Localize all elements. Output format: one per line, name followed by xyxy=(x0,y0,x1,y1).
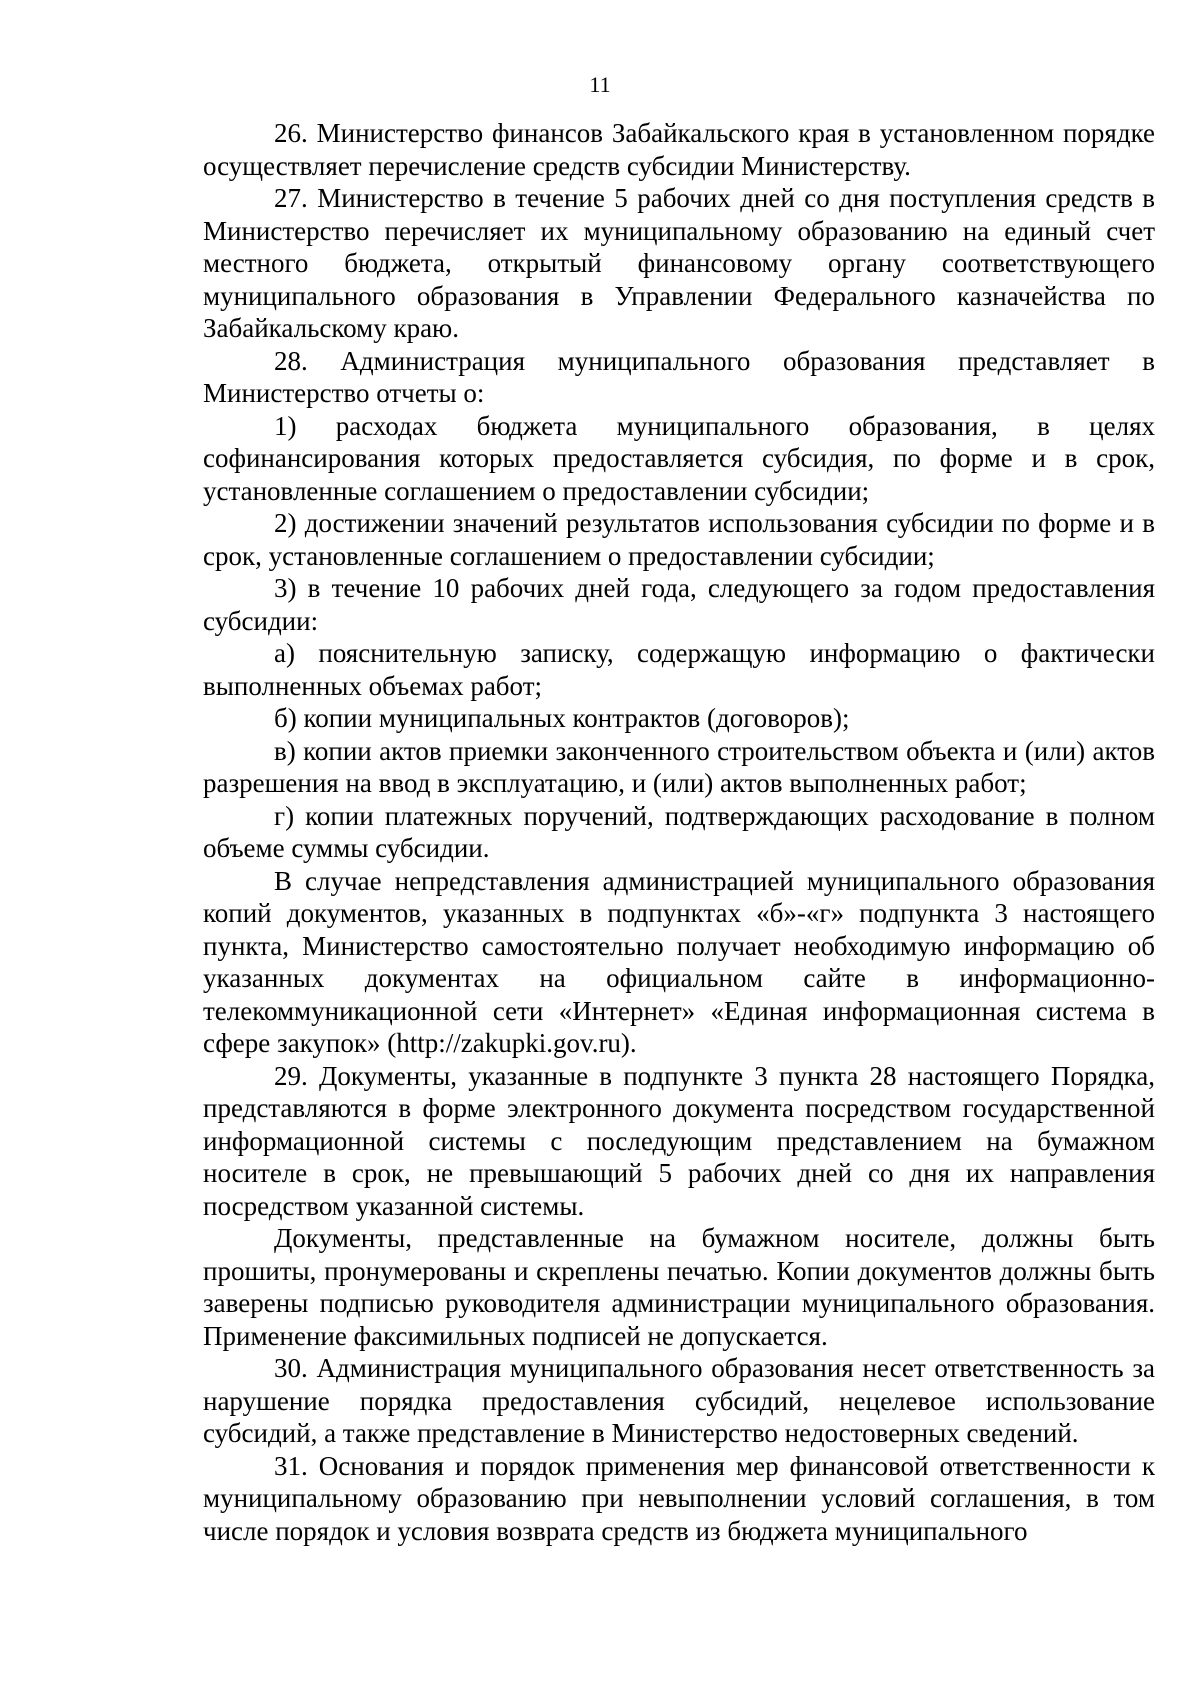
document-body xyxy=(203,117,1155,1547)
paragraph-29-note: Документы, представленные на бумажном носителе, должны быть прошиты, пронумерованы и скреплены печатью. Копии документов должны быть заверены подписью руководителя администрации муниципального образования. Применение факсимильных подписей не допускается. xyxy=(203,1223,1155,1351)
paragraph-28-note: В случае непредставления администрацией муниципального образования копий документов, указанных в подпунктах «б»-«г» подпункта 3 настоящего пункта, Министерство самостоятельно получает необходимую информацию об указанных документах на официальном сайте в информационно-телекоммуникационной сети «Интернет» «Единая информационная система в сфере закупок» (http://zakupki.gov.ru). xyxy=(203,865,1155,1058)
paragraph-26: 26. Министерство финансов Забайкальского края в установленном порядке осуществляет перечисление средств субсидии Министерству. xyxy=(203,118,1155,181)
paragraph-28-item-3g: г) копии платежных поручений, подтверждающих расходование в полном объеме суммы субсидии. xyxy=(203,800,1155,863)
paragraph-28-item-2: 2) достижении значений результатов использования субсидии по форме и в срок, установленные соглашением о предоставлении субсидии; xyxy=(203,508,1155,571)
paragraph-31: 31. Основания и порядок применения мер финансовой ответственности к муниципальному образованию при невыполнении условий соглашения, в том числе порядок и условия возврата средств из бюджета муниципального xyxy=(203,1450,1155,1546)
paragraph-30: 30. Администрация муниципального образования несет ответственность за нарушение порядка предоставления субсидий, нецелевое использование субсидий, а также представление в Министерство недостоверных сведений. xyxy=(203,1353,1155,1448)
paragraph-27: 27. Министерство в течение 5 рабочих дней со дня поступления средств в Министерство перечисляет их муниципальному образованию на единый счет местного бюджета, открытый финансовому органу соответствующего муниципального образования в Управлении Федерального казначейства по Забайкальскому краю. xyxy=(203,183,1155,343)
paragraph-29: 29. Документы, указанные в подпункте 3 пункта 28 настоящего Порядка, представляются в форме электронного документа посредством государственной информационной системы с последующим представлением на бумажном носителе в срок, не превышающий 5 рабочих дней со дня их направления посредством указанной системы. xyxy=(203,1060,1155,1221)
paragraph-28-item-1: 1) расходах бюджета муниципального образования, в целях софинансирования которых предоставляется субсидия, по форме и в срок, установленные соглашением о предоставлении субсидии; xyxy=(203,410,1155,506)
paragraph-28-item-3a: а) пояснительную записку, содержащую информацию о фактически выполненных объемах работ; xyxy=(203,638,1155,701)
paragraph-28: 28. Администрация муниципального образования представляет в Министерство отчеты о: xyxy=(203,345,1155,408)
paragraph-28-item-3v: в) копии актов приемки законченного строительством объекта и (или) актов разрешения на ввод в эксплуатацию, и (или) актов выполненных работ; xyxy=(203,735,1155,798)
paragraph-28-item-3b: б) копии муниципальных контрактов (договоров); xyxy=(274,703,850,733)
paragraph-28-item-3: 3) в течение 10 рабочих дней года, следующего за годом предоставления субсидии: xyxy=(203,573,1155,636)
page-number: 11 xyxy=(589,72,611,97)
